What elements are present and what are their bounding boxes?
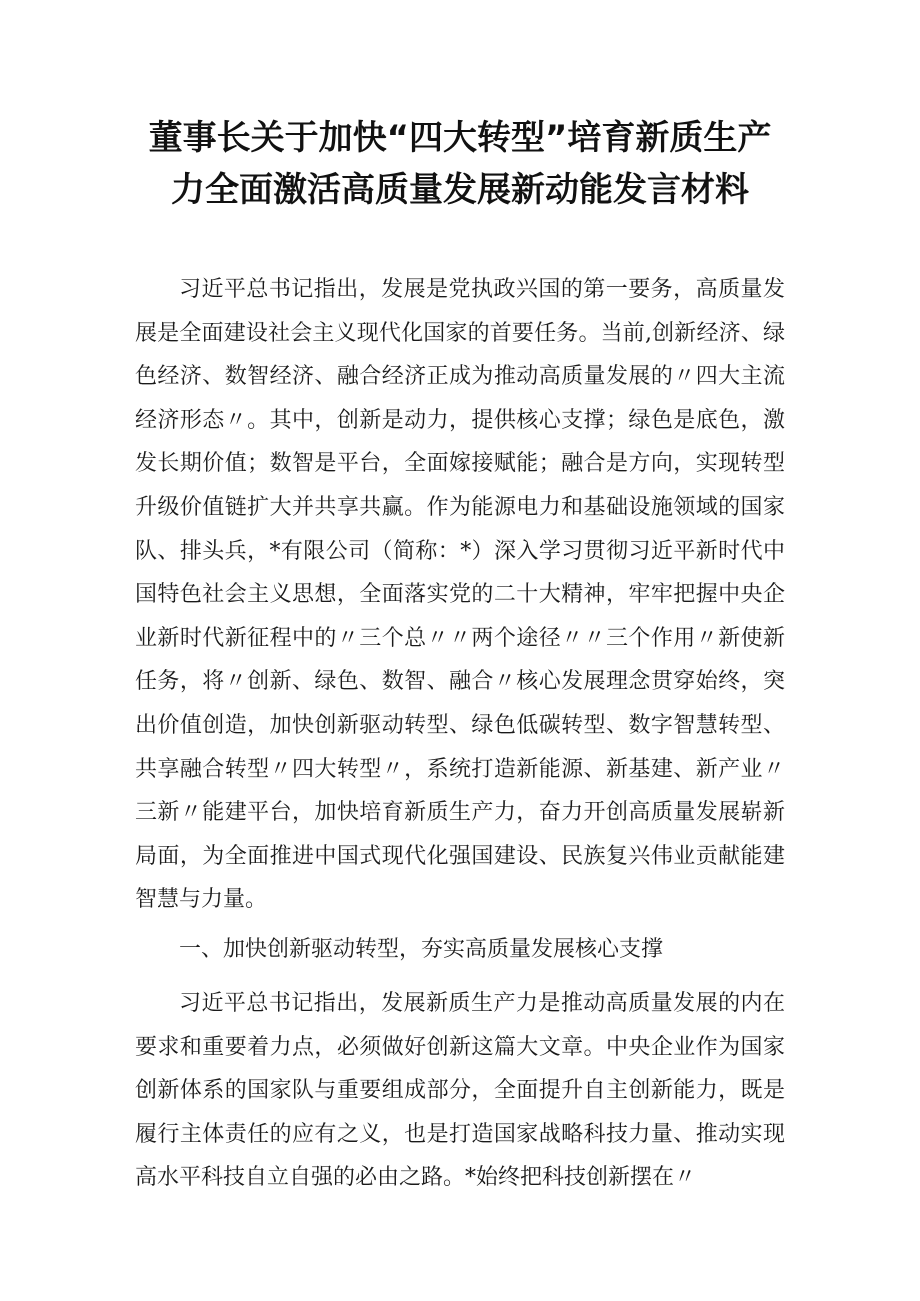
body-paragraph-1: 习近平总书记指出，发展是党执政兴国的第一要务，高质量发展是全面建设社会主义现代化国家的首要任务。当前,创新经济、绿色经济、数智经济、融合经济正成为推动高质量发展的〃四大主流经济形态〃。其中，创新是动力，提供核心支撑；绿色是底色，激发长期价值；数智是平台，全面嫁接赋能；融合是方向，实现转型升级价值链扩大并共享共赢。作为能源电力和基础设施领域的国家队、排头兵，*有限公司（简称：*）深入学习贯彻习近平新时代中国特色社会主义思想，全面落实党的二十大精神，牢牢把握中央企业新时代新征程中的〃三个总〃〃两个途径〃〃三个作用〃新使新任务，将〃创新、绿色、数智、融合〃核心发展理念贯穿始终，突出价值创造，加快创新驱动转型、绿色低碳转型、数字智慧转型、共享融合转型〃四大转型〃，系统打造新能源、新基建、新产业〃三新〃能建平台，加快培育新质生产力，奋力开创高质量发展崭新局面，为全面推进中国式现代化强国建设、民族复兴伟业贡献能建智慧与力量。 xyxy=(135,277,785,913)
section-heading-1: 一、加快创新驱动转型，夯实高质量发展核心支撑 xyxy=(179,937,664,962)
document-title xyxy=(120,112,800,216)
title-line-1: 董事长关于加快“四大转型”培育新质生产 xyxy=(148,118,772,158)
body-paragraph-2: 习近平总书记指出，发展新质生产力是推动高质量发展的内在要求和重要着力点，必须做好创新这篇大文章。中央企业作为国家创新体系的国家队与重要组成部分，全面提升自主创新能力，既是履行主体责任的应有之义，也是打造国家战略科技力量、推动实现高水平科技自立自强的必由之路。*始终把科技创新摆在〃 xyxy=(135,991,785,1191)
title-line-2: 力全面激活高质量发展新动能发言材料 xyxy=(171,170,749,210)
